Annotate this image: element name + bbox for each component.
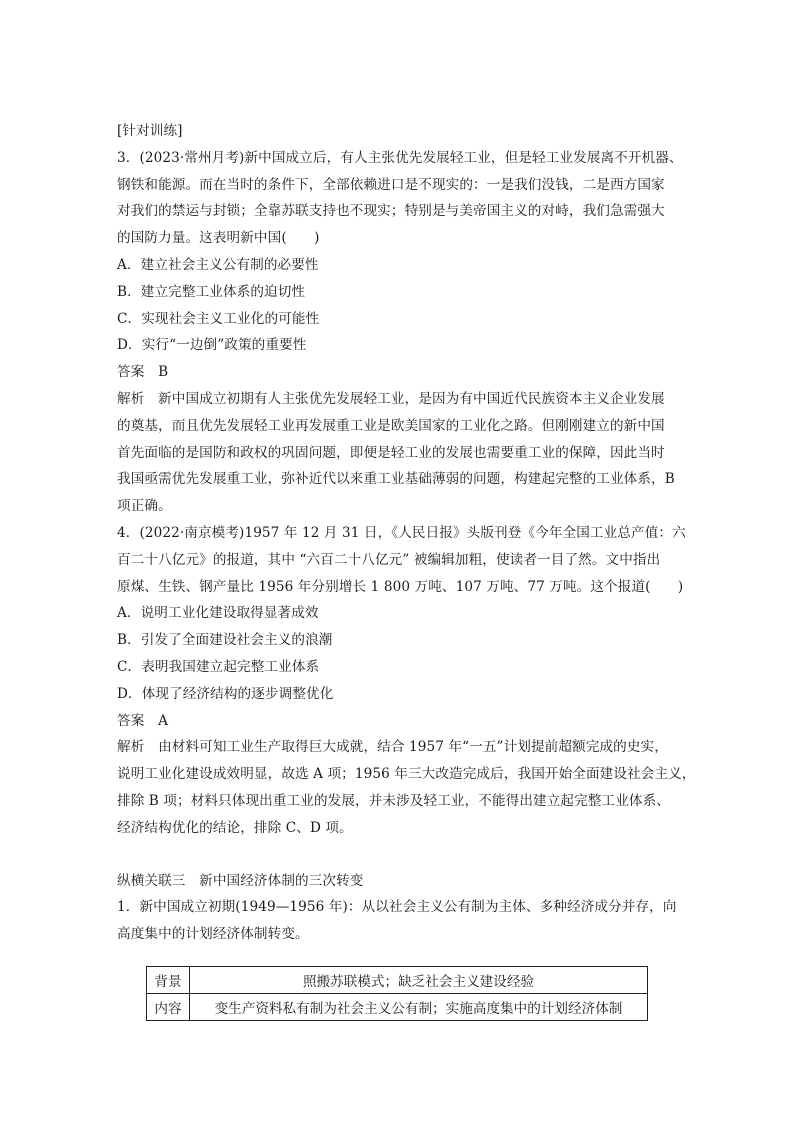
question-4-line: 原煤、生铁、钢产量比 1956 年分别增长 1 800 万吨、107 万吨、77 万吨。这个报道( ) xyxy=(117,578,684,595)
section-tag: [针对训练] xyxy=(117,123,183,139)
table-row xyxy=(147,994,648,1021)
question-4-answer: 答案 A xyxy=(117,712,168,729)
question-3-line: 3．(2023·常州月考)新中国成立后，有人主张优先发展轻工业，但是轻工业发展离不开机器、 xyxy=(117,149,683,166)
question-4-analysis-line: 说明工业化建设成效明显，故选 A 项；1956 年三大改造完成后，我国开始全面建设社会主义， xyxy=(117,766,696,783)
question-3-answer: 答案 B xyxy=(117,364,169,381)
question-4-analysis-line: 解析 由材料可知工业生产取得巨大成就，结合 1957 年“一五”计划提前超额完成的史实， xyxy=(117,739,668,756)
question-3-analysis-line: 我国亟需优先发展重工业，弥补近代以来重工业基础薄弱的问题，构建起完整的工业体系，B xyxy=(117,471,675,488)
question-4-option-a: A．说明工业化建设取得显著成效 xyxy=(117,605,319,622)
section-3-item-1-line: 高度集中的计划经济体制转变。 xyxy=(117,926,309,943)
question-3-option-a: A．建立社会主义公有制的必要性 xyxy=(117,256,319,273)
question-3-analysis-line: 首先面临的是国防和政权的巩固问题，即便是轻工业的发展也需要重工业的保障，因此当时 xyxy=(117,444,665,461)
table-value-cell: 变生产资料私有制为社会主义公有制；实施高度集中的计划经济体制 xyxy=(190,994,648,1021)
question-4-option-c: C．表明我国建立起完整工业体系 xyxy=(117,658,320,675)
question-3 xyxy=(117,145,682,520)
question-3-line: 的国防力量。这表明新中国( ) xyxy=(117,230,320,247)
section-3 xyxy=(117,868,682,948)
table-row xyxy=(147,967,648,994)
table-value-cell: 照搬苏联模式；缺乏社会主义建设经验 xyxy=(190,967,648,994)
question-4-line: 4．(2022·南京模考)1957 年 12 月 31 日，《人民日报》头版刊登《今年全国工业总产值：六 xyxy=(117,524,686,541)
question-4-option-d: D．体现了经济结构的逐步调整优化 xyxy=(117,685,334,702)
question-3-line: 钢铁和能源。而在当时的条件下，全部依赖进口是不现实的：一是我们没钱，二是西方国家 xyxy=(117,176,665,193)
question-3-analysis-line: 解析 新中国成立初期有人主张优先发展轻工业，是因为有中国近代民族资本主义企业发展 xyxy=(117,390,665,407)
question-3-option-d: D．实行“一边倒”政策的重要性 xyxy=(117,337,307,354)
question-4-line: 百二十八亿元》的报道，其中 “六百二十八亿元” 被编辑加粗，使读者一目了然。文中指出 xyxy=(117,551,661,568)
economic-system-table xyxy=(146,966,648,1021)
question-4-option-b: B．引发了全面建设社会主义的浪潮 xyxy=(117,632,333,649)
question-3-line: 对我们的禁运与封锁；全靠苏联支持也不现实；特别是与美帝国主义的对峙，我们急需强大 xyxy=(117,203,665,220)
table-key-cell: 背景 xyxy=(147,967,190,994)
question-3-analysis-line: 的奠基，而且优先发展轻工业再发展重工业是欧美国家的工业化之路。但刚刚建立的新中国 xyxy=(117,417,665,434)
section-3-item-1-line: 1．新中国成立初期(1949—1956 年)：从以社会主义公有制为主体、多种经济成分并存，向 xyxy=(117,899,677,916)
question-3-analysis-line: 项正确。 xyxy=(117,498,172,515)
question-4-analysis-line: 经济结构优化的结论，排除 C、D 项。 xyxy=(117,819,353,836)
table-key-cell: 内容 xyxy=(147,994,190,1021)
question-4-analysis-line: 排除 B 项；材料只体现出重工业的发展，并未涉及轻工业，不能得出建立起完整工业体系、 xyxy=(117,792,670,809)
question-3-option-c: C．实现社会主义工业化的可能性 xyxy=(117,310,320,327)
spacer xyxy=(117,842,682,868)
section-3-title: 纵横关联三 新中国经济体制的三次转变 xyxy=(117,872,364,889)
document-page xyxy=(117,118,696,948)
question-4 xyxy=(117,520,696,842)
question-3-option-b: B．建立完整工业体系的迫切性 xyxy=(117,283,306,300)
